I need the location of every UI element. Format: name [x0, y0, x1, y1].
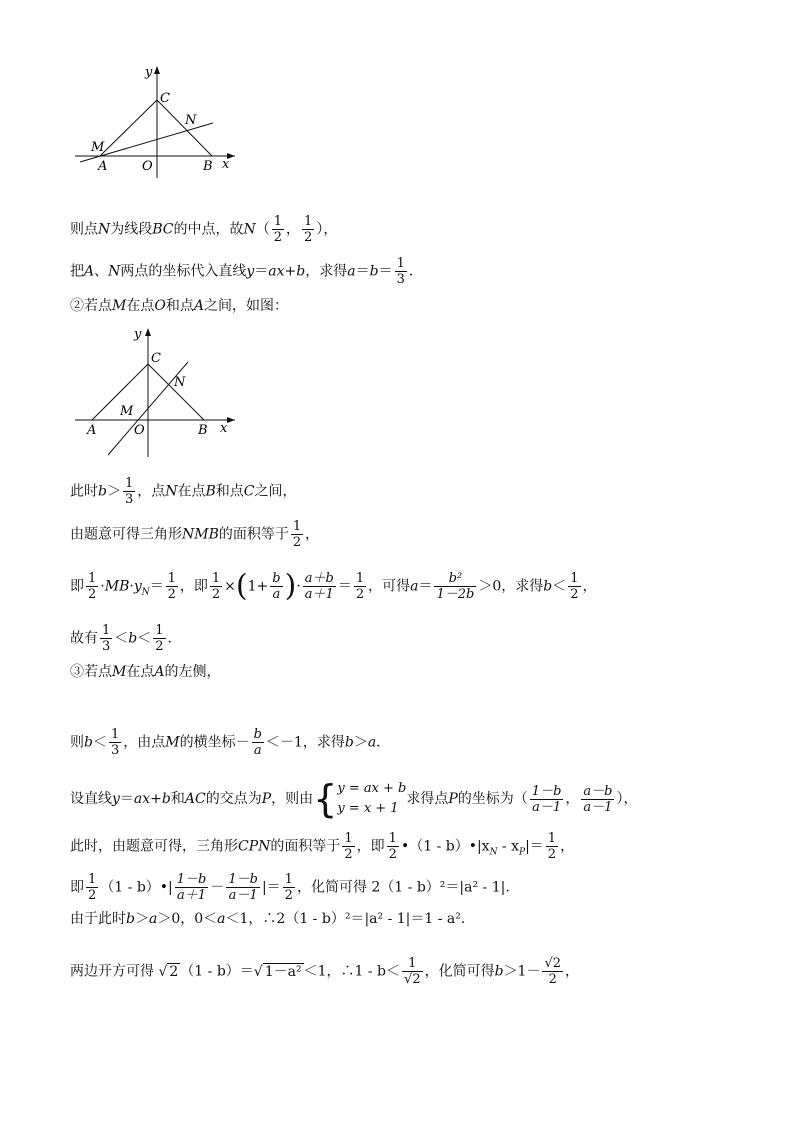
- fig1-label-o: O: [142, 159, 153, 174]
- fig2-label-y: y: [134, 327, 142, 342]
- line-9: 则b＜ $\frac{1}{3}$ ，由点M的横坐标－ $\frac{b}{a}$ ＜－1，求得b＞a．: [70, 727, 391, 758]
- line-10: 设直线y＝ax+b和AC的交点为P，则由{ y = ax + b y = x + 1 求得点P的坐标为（ $\frac{1-b}{a-1}$ ， $\frac{a-b}{a-1}$ ），: [70, 777, 638, 821]
- fraction: $\frac{1-b}{a-1}$: [228, 872, 258, 903]
- fraction: $\frac{\text{b²}}{1-2b}$: [436, 571, 475, 602]
- fraction: $\frac{1}{3}$: [110, 727, 120, 758]
- figure-2: [70, 322, 240, 462]
- fraction: $\frac{1}{2}$: [304, 214, 313, 245]
- fraction: $\frac{1}{3}$: [102, 623, 111, 654]
- fraction: $\frac{1}{2}$: [570, 571, 579, 602]
- fig1-label-m: M: [91, 140, 105, 155]
- fraction: $\frac{1}{2}$: [167, 571, 176, 602]
- fig2-label-x: x: [220, 421, 228, 436]
- fraction: $\frac{1}{3}$: [124, 476, 134, 507]
- line-3: ②若点M在点O和点A之间，如图：: [70, 298, 288, 314]
- fraction: $\frac{1}{2}$: [284, 872, 293, 903]
- fig1-label-c: C: [160, 91, 170, 106]
- line-1: 则点N为线段BC的中点，故N（ $\frac{1}{2}$ ， $\frac{1}{2}$ ），: [70, 214, 338, 245]
- fig1-label-y: y: [145, 65, 153, 80]
- fig1-label-a: A: [98, 159, 108, 174]
- line-7: 故有 $\frac{1}{3}$ ＜b＜ $\frac{1}{2}$ ．: [70, 623, 182, 654]
- fraction: $\frac{1}{2}$: [211, 571, 221, 602]
- figure-1: [70, 60, 240, 180]
- fraction: $\frac{b}{a}$: [272, 571, 281, 602]
- fig2-label-m: M: [120, 404, 134, 419]
- fraction: $\frac{1}{2}$: [388, 831, 397, 862]
- fraction: $\frac{1}{2}$: [155, 623, 164, 654]
- line-4: 此时b＞ $\frac{1}{3}$ ，点N在点B和点C之间，: [70, 476, 297, 507]
- fraction: $\frac{1}{√2}$: [404, 956, 421, 987]
- line-8: ③若点M在点A的左侧，: [70, 664, 221, 680]
- fraction: $\frac{1}{2}$: [355, 571, 365, 602]
- line-5: 由题意可得三角形NMB的面积等于 $\frac{1}{2}$ ，: [70, 519, 320, 550]
- fig1-label-n: N: [185, 113, 197, 128]
- fraction: $\frac{1}{2}$: [273, 214, 283, 245]
- fraction: $\frac{1-b}{a+1}$: [176, 872, 207, 903]
- fig2-label-c: C: [151, 351, 161, 366]
- fig2-label-a: A: [87, 423, 97, 438]
- fig1-label-x: x: [222, 157, 230, 172]
- line-6: 即 $\frac{1}{2}$ $\cdot MB\cdot y_N=$ $\frac{1}{2}$ ，即 $\frac{1}{2}$ ×(1+ $\frac{b}{a}$ )· $\frac{a+b}{a+1}$ ＝ $\frac{1}{2}$ ，可得a＝ $\frac{\text{b²}}{1-2b}$ ＞0，求得b＜ $\frac{1}{2}$ ，: [70, 568, 597, 604]
- equation-system: y = ax + b y = x + 1: [337, 781, 407, 816]
- fraction: $\frac{a+b}{a+1}$: [304, 571, 334, 602]
- fig2-label-b: B: [198, 423, 208, 438]
- fig1-label-b: B: [203, 159, 213, 174]
- fraction: $\frac{a-b}{a-1}$: [583, 783, 613, 815]
- sqrt: √ 1－a²: [253, 963, 302, 980]
- fig2-label-n: N: [174, 375, 186, 390]
- fraction: $\frac{1}{2}$: [292, 519, 302, 550]
- fraction: $\frac{1}{2}$: [88, 571, 97, 602]
- line-12: 即 $\frac{1}{2}$ （1 - b）•| $\frac{1-b}{a+1}$ － $\frac{1-b}{a-1}$ |＝ $\frac{1}{2}$ ，化简可得 2（1 - b）²＝|a² - 1|.: [70, 872, 510, 903]
- fraction: $\frac{1-b}{a-1}$: [531, 783, 562, 815]
- fraction: $\frac{b}{a}$: [253, 727, 262, 758]
- line-11: 此时，由题意可得，三角形CPN的面积等于 $\frac{1}{2}$ ，即 $\frac{1}{2}$ •（1 - $b)•|x_N - x_P|=$ $\frac{1}{2}$ ，: [70, 831, 575, 862]
- fraction: $\frac{1}{3}$: [396, 256, 405, 287]
- fraction: $\frac{√2}{2}$: [544, 956, 562, 987]
- line-2: 把A、N两点的坐标代入直线y＝ax+b，求得a＝b＝ $\frac{1}{3}$ ．: [70, 256, 423, 287]
- fraction: $\frac{1}{2}$: [547, 831, 557, 862]
- sqrt: √ 2: [158, 963, 179, 980]
- line-14: 两边开方可得 √ 2 （1 - b）＝√ 1－a² ＜1，∴1 - b＜ $\frac{1}{√2}$ ，化简可得b＞1－ $\frac{√2}{2}$ ，: [70, 956, 580, 987]
- fraction: $\frac{1}{2}$: [344, 831, 353, 862]
- line-13: 由于此时b＞a＞0，0＜a＜1，∴2（1 - b）²＝|a² - 1|＝1 - a²．: [70, 911, 475, 927]
- fig2-label-o: O: [134, 423, 145, 438]
- fraction: $\frac{1}{2}$: [88, 872, 97, 903]
